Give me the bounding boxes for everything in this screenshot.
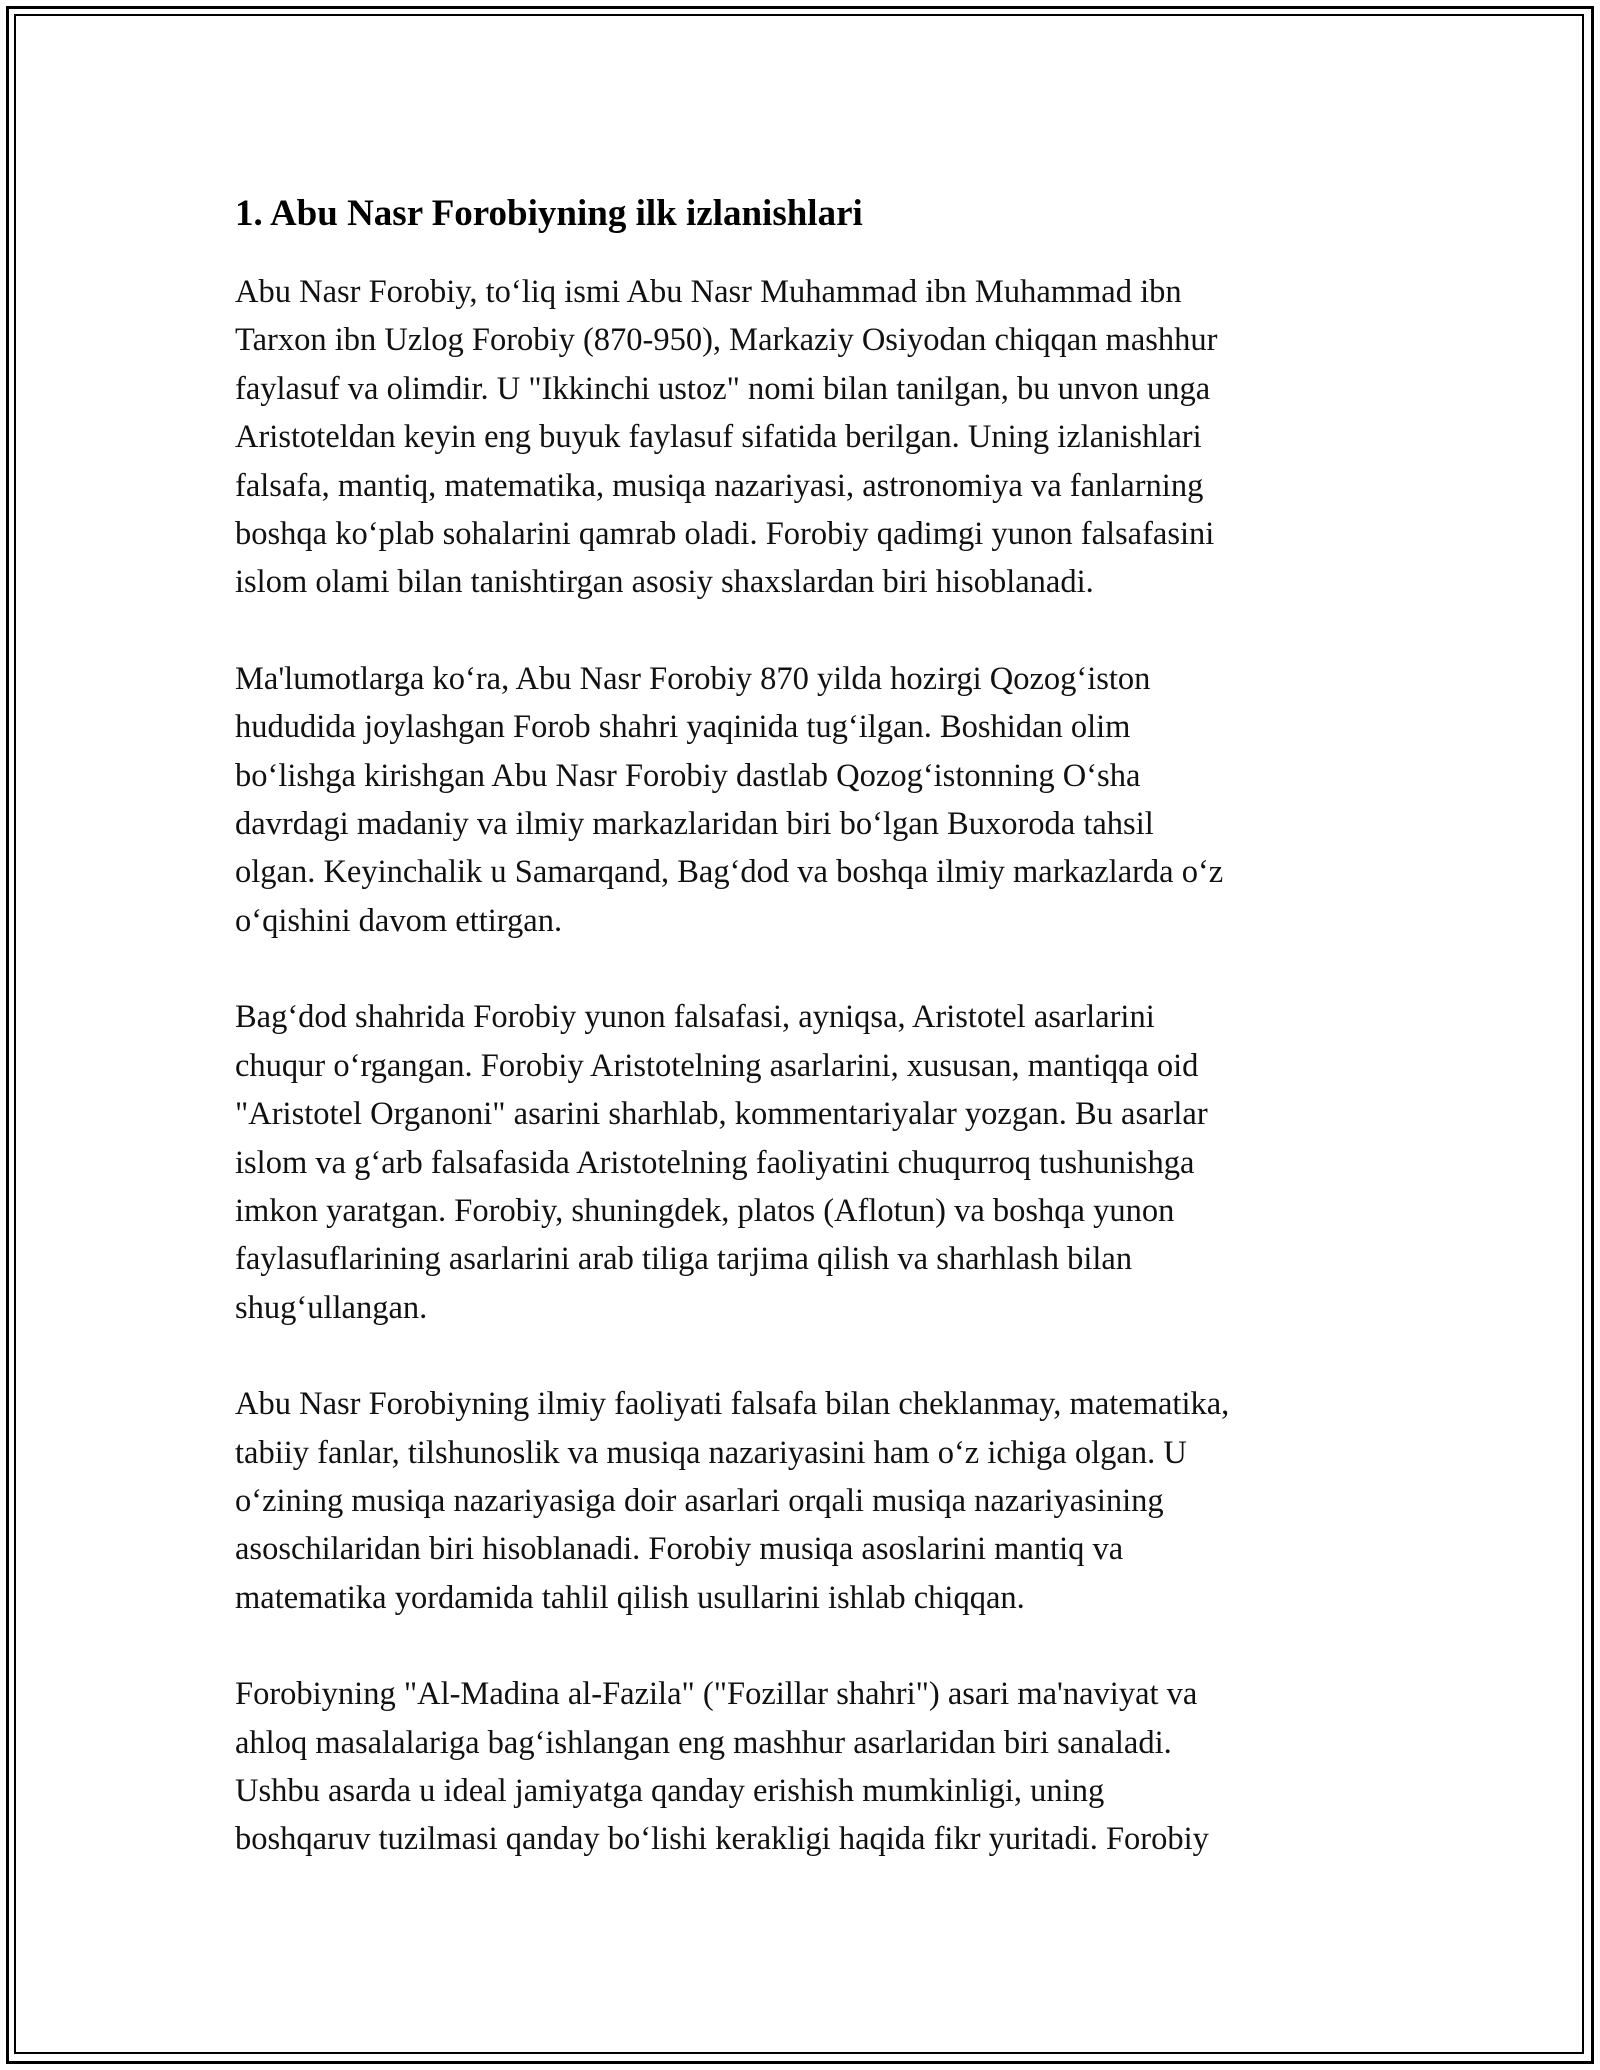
paragraph-line: Ma'lumotlarga ko‘ra, Abu Nasr Forobiy 870 yilda hozirgi Qozog‘iston — [235, 660, 1151, 697]
paragraph-line: islom olami bilan tanishtirgan asosiy shaxslardan biri hisoblanadi. — [235, 564, 1094, 601]
paragraph-line: boshqaruv tuzilmasi qanday bo‘lishi kerakligi haqida fikr yuritadi. Forobiy — [235, 1821, 1209, 1858]
paragraph-line: Ushbu asarda u ideal jamiyatga qanday erishish mumkinligi, uning — [235, 1772, 1105, 1809]
paragraph-line: imkon yaratgan. Forobiy, shuningdek, platos (Aflotun) va boshqa yunon — [235, 1192, 1175, 1229]
paragraph-line: chuqur o‘rgangan. Forobiy Aristotelning asarlarini, xususan, mantiqqa oid — [235, 1047, 1199, 1084]
paragraph-line: faylasuflarining asarlarini arab tiliga tarjima qilish va sharhlash bilan — [235, 1241, 1133, 1278]
paragraph-line: asoschilaridan biri hisoblanadi. Forobiy musiqa asoslarini mantiq va — [235, 1531, 1124, 1568]
paragraph-2 — [235, 655, 1375, 945]
section-heading: 1. Abu Nasr Forobiyning ilk izlanishlari — [235, 193, 863, 234]
paragraph-line: "Aristotel Organoni" asarini sharhlab, kommentariyalar yozgan. Bu asarlar — [235, 1096, 1208, 1133]
paragraph-line: ahloq masalalariga bag‘ishlangan eng mashhur asarlaridan biri sanaladi. — [235, 1724, 1172, 1761]
paragraph-line: matematika yordamida tahlil qilish usullarini ishlab chiqqan. — [235, 1579, 1025, 1616]
paragraph-line: Abu Nasr Forobiy, to‘liq ismi Abu Nasr Muhammad ibn Muhammad ibn — [235, 274, 1182, 310]
paragraph-line: Tarxon ibn Uzlog Forobiy (870-950), Markaziy Osiyodan chiqqan mashhur — [235, 322, 1218, 359]
paragraph-line: Aristoteldan keyin eng buyuk faylasuf sifatida berilgan. Uning izlanishlari — [235, 419, 1202, 456]
paragraph-line: islom va g‘arb falsafasida Aristotelning faoliyatini chuqurroq tushunishga — [235, 1144, 1195, 1181]
paragraph-1 — [235, 268, 1375, 607]
paragraph-3 — [235, 993, 1375, 1332]
paragraph-line: tabiiy fanlar, tilshunoslik va musiqa nazariyasini ham o‘z ichiga olgan. U — [235, 1434, 1187, 1471]
paragraph-line: Forobiyning "Al-Madina al-Fazila" ("Fozillar shahri") asari ma'naviyat va — [235, 1676, 1198, 1713]
paragraph-line: faylasuf va olimdir. U "Ikkinchi ustoz" nomi bilan tanilgan, bu unvon unga — [235, 370, 1211, 407]
paragraph-5 — [235, 1670, 1375, 1864]
document-body — [235, 185, 1375, 1912]
paragraph-line: shug‘ullangan. — [235, 1289, 428, 1326]
paragraph-line: o‘qishini davom ettirgan. — [235, 902, 563, 939]
paragraph-line: falsafa, mantiq, matematika, musiqa nazariyasi, astronomiya va fanlarning — [235, 467, 1204, 504]
paragraph-line: Bag‘dod shahrida Forobiy yunon falsafasi, ayniqsa, Aristotel asarlarini — [235, 999, 1155, 1036]
paragraph-line: boshqa ko‘plab sohalarini qamrab oladi. Forobiy qadimgi yunon falsafasini — [235, 516, 1215, 553]
paragraph-line: hududida joylashgan Forob shahri yaqinida tug‘ilgan. Boshidan olim — [235, 709, 1131, 746]
paragraph-line: o‘zining musiqa nazariyasiga doir asarlari orqali musiqa nazariyasining — [235, 1482, 1164, 1519]
paragraph-4 — [235, 1380, 1375, 1622]
paragraph-line: Abu Nasr Forobiyning ilmiy faoliyati falsafa bilan cheklanmay, matematika, — [235, 1386, 1230, 1423]
paragraph-line: davrdagi madaniy va ilmiy markazlaridan biri bo‘lgan Buxoroda tahsil — [235, 806, 1154, 843]
paragraph-line: olgan. Keyinchalik u Samarqand, Bag‘dod va boshqa ilmiy markazlarda o‘z — [235, 854, 1224, 891]
paragraph-line: bo‘lishga kirishgan Abu Nasr Forobiy dastlab Qozog‘istonning O‘sha — [235, 757, 1141, 794]
